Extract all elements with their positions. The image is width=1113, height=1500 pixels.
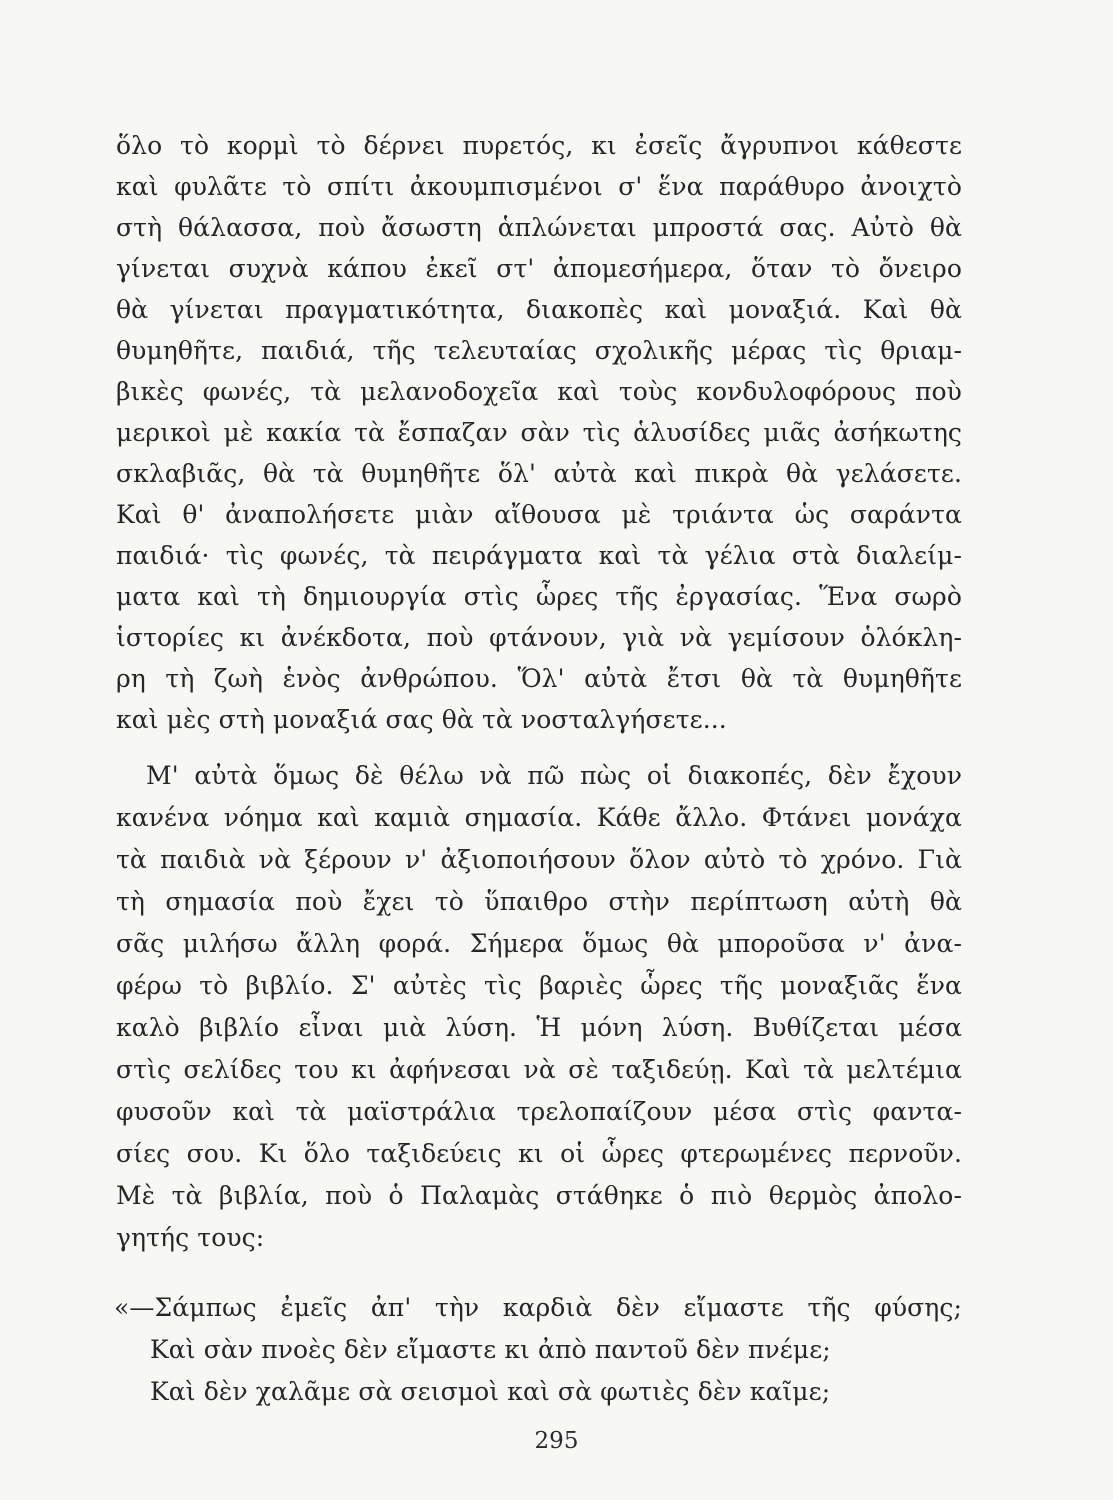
text-line: στὴ θάλασσα, ποὺ ἄσωστη ἁπλώνεται μπροστά σας. Αὐτὸ θὰ xyxy=(116,213,962,242)
text-line: γητής τους: xyxy=(116,1223,265,1252)
text-line: φυσοῦν καὶ τὰ μαϊστράλια τρελοπαίζουν μέσα στὶς φαντα- xyxy=(116,1097,962,1126)
text-line: τὴ σημασία ποὺ ἔχει τὸ ὕπαιθρο στὴν περίπτωση αὐτὴ θὰ xyxy=(116,887,962,916)
text-line: φέρω τὸ βιβλίο. Σ' αὐτὲς τὶς βαριὲς ὧρες τῆς μοναξιᾶς ἕνα xyxy=(116,971,962,1000)
text-line: Μὲ τὰ βιβλία, ποὺ ὁ Παλαμὰς στάθηκε ὁ πιὸ θερμὸς ἀπολο- xyxy=(116,1181,962,1210)
text-line: Καὶ θ' ἀναπολήσετε μιὰν αἴθουσα μὲ τριάντα ὡς σαράντα xyxy=(116,500,962,529)
page-number: 295 xyxy=(534,1428,579,1454)
poem-line: Καὶ σὰν πνοὲς δὲν εἴμαστε κι ἀπὸ παντοῦ δὲν πνέμε; xyxy=(150,1335,831,1364)
text-line: θυμηθῆτε, παιδιά, τῆς τελευταίας σχολικῆς μέρας τὶς θριαμ- xyxy=(116,336,962,365)
poem-line: «—Σάμπως ἐμεῖς ἀπ' τὴν καρδιὰ δὲν εἴμαστε τῆς φύσης; xyxy=(114,1293,962,1322)
text-line: ἱστορίες κι ἀνέκδοτα, ποὺ φτάνουν, γιὰ νὰ γεμίσουν ὁλόκλη- xyxy=(116,623,962,652)
text-line: καὶ μὲς στὴ μοναξιά σας θὰ τὰ νοσταλγήσετε... xyxy=(116,705,727,734)
text-line: ὅλο τὸ κορμὶ τὸ δέρνει πυρετός, κι ἐσεῖς ἄγρυπνοι κάθεστε xyxy=(116,131,962,160)
text-line: θὰ γίνεται πραγματικότητα, διακοπὲς καὶ μοναξιά. Καὶ θὰ xyxy=(116,295,962,324)
text-line: ρη τὴ ζωὴ ἑνὸς ἀνθρώπου. Ὅλ' αὐτὰ ἔτσι θὰ τὰ θυμηθῆτε xyxy=(116,664,962,693)
text-line: κανένα νόημα καὶ καμιὰ σημασία. Κάθε ἄλλο. Φτάνει μονάχα xyxy=(116,803,962,832)
text-line: βικὲς φωνές, τὰ μελανοδοχεῖα καὶ τοὺς κονδυλοφόρους ποὺ xyxy=(116,377,962,406)
text-line: καὶ φυλᾶτε τὸ σπίτι ἀκουμπισμένοι σ' ἕνα παράθυρο ἀνοιχτὸ xyxy=(116,172,962,201)
text-line: ματα καὶ τὴ δημιουργία στὶς ὧρες τῆς ἐργασίας. Ἕνα σωρὸ xyxy=(116,582,962,611)
text-line: σίες σου. Κι ὅλο ταξιδεύεις κι οἱ ὧρες φτερωμένες περνοῦν. xyxy=(116,1139,962,1168)
text-line: παιδιά· τὶς φωνές, τὰ πειράγματα καὶ τὰ γέλια στὰ διαλείμ- xyxy=(116,541,962,570)
text-line: σᾶς μιλήσω ἄλλη φορά. Σήμερα ὅμως θὰ μποροῦσα ν' ἀνα- xyxy=(116,929,962,958)
text-line: γίνεται συχνὰ κάπου ἐκεῖ στ' ἀπομεσήμερα, ὅταν τὸ ὄνειρο xyxy=(116,254,962,283)
text-line: στὶς σελίδες του κι ἀφήνεσαι νὰ σὲ ταξιδεύῃ. Καὶ τὰ μελτέμια xyxy=(116,1055,962,1084)
text-line: σκλαβιᾶς, θὰ τὰ θυμηθῆτε ὅλ' αὐτὰ καὶ πικρὰ θὰ γελάσετε. xyxy=(116,459,962,488)
poem-line: Καὶ δὲν χαλᾶμε σὰ σεισμοὶ καὶ σὰ φωτιὲς δὲν καῖμε; xyxy=(150,1377,831,1406)
text-line: μερικοὶ μὲ κακία τὰ ἔσπαζαν σὰν τὶς ἁλυσίδες μιᾶς ἀσήκωτης xyxy=(116,418,962,447)
text-line: καλὸ βιβλίο εἶναι μιὰ λύση. Ἡ μόνη λύση. Βυθίζεται μέσα xyxy=(116,1013,962,1042)
text-line: τὰ παιδιὰ νὰ ξέρουν ν' ἀξιοποιήσουν ὅλον αὐτὸ τὸ χρόνο. Γιὰ xyxy=(116,845,962,874)
text-line: Μ' αὐτὰ ὅμως δὲ θέλω νὰ πῶ πὼς οἱ διακοπές, δὲν ἔχουν xyxy=(146,761,962,790)
